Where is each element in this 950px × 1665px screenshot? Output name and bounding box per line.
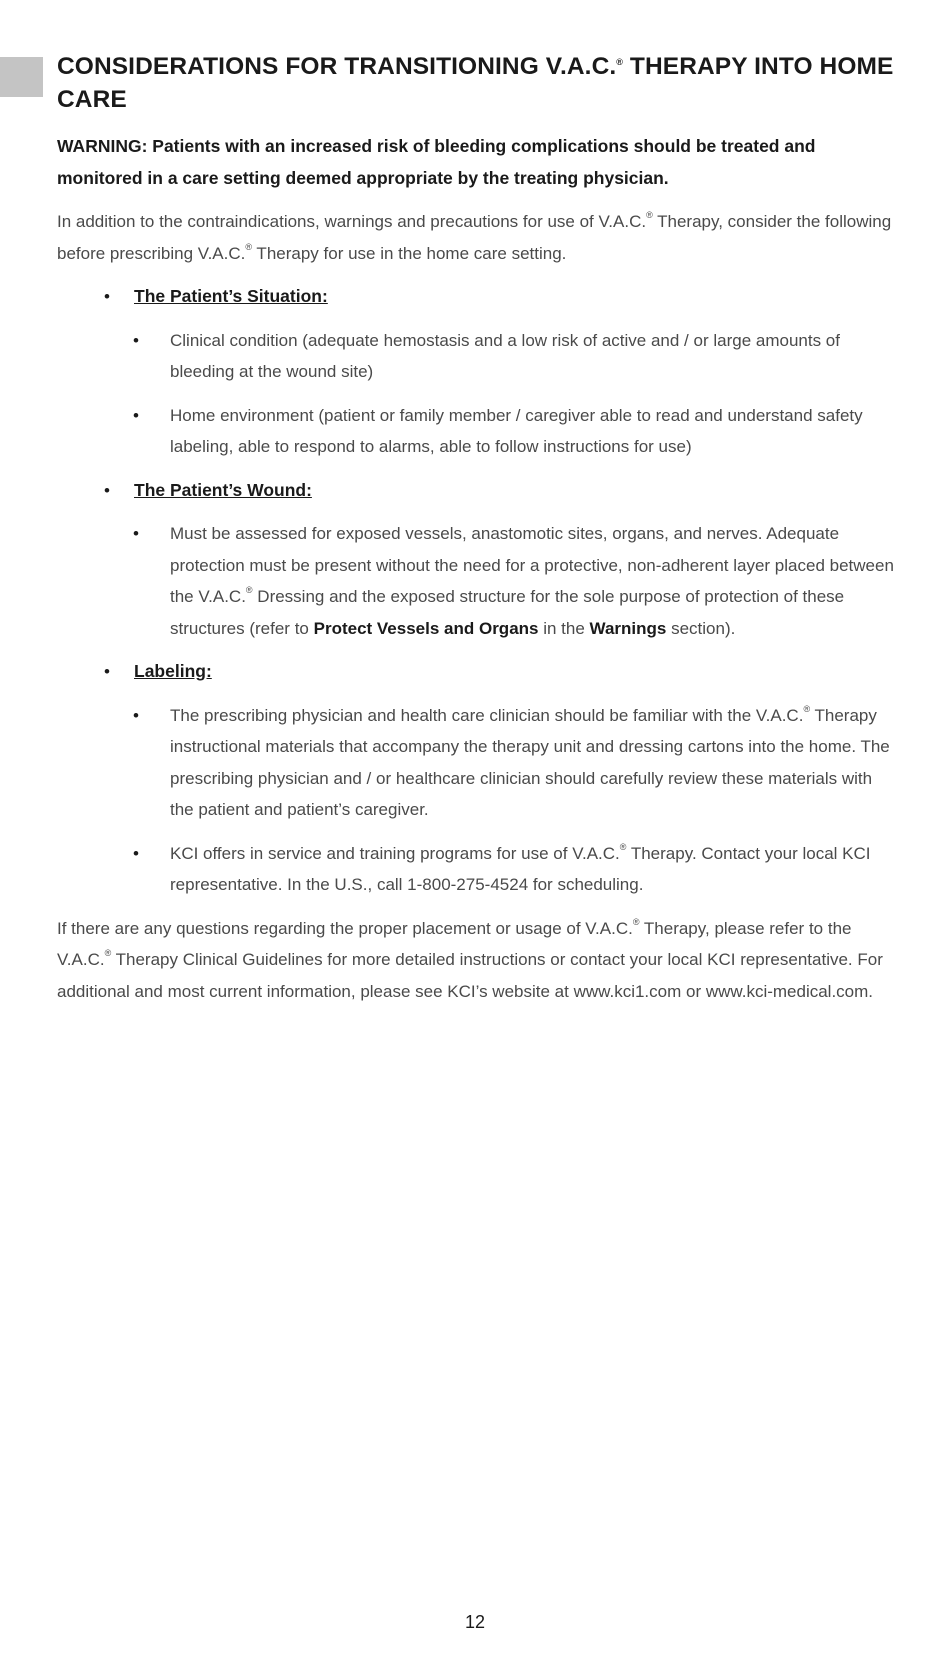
section-labeling — [57, 656, 895, 688]
list-item: • Must be assessed for exposed vessels, anastomotic sites, organs, and nerves. Adequate protection must be present without the need for a protective, non-adherent layer placed between the V.A.C.® Dressing and the exposed structure for the sole purpose of protection of these structures (refer to Protect Vessels and Organs in the Warnings section). — [57, 518, 895, 644]
bullet-icon: • — [104, 287, 110, 306]
reference-protect-vessels: Protect Vessels and Organs — [313, 618, 539, 638]
section-heading: The Patient’s Wound: — [134, 479, 312, 500]
bullet-icon: • — [133, 524, 139, 543]
list-item: • KCI offers in service and training programs for use of V.A.C.® Therapy. Contact your local KCI representative. In the U.S., call 1-800-275-4524 for scheduling. — [57, 838, 895, 901]
bleeding-warning: WARNING: Patients with an increased risk of bleeding complications should be treated and monitored in a care setting deemed appropriate by the treating physician. — [57, 136, 816, 188]
list-item: • Clinical condition (adequate hemostasis and a low risk of active and / or large amounts of bleeding at the wound site) — [57, 325, 895, 388]
reference-warnings: Warnings — [589, 618, 667, 638]
list-item: • The prescribing physician and health care clinician should be familiar with the V.A.C.® Therapy instructional materials that accompany the therapy unit and dressing cartons into the home. The prescribing physician and / or healthcare clinician should carefully review these materials with the patient and patient’s caregiver. — [57, 700, 895, 826]
section-patient-situation — [57, 281, 895, 313]
page-title: CONSIDERATIONS FOR TRANSITIONING V.A.C.® THERAPY INTO HOME CARE — [57, 53, 894, 113]
section-heading: Labeling: — [134, 661, 212, 681]
intro-paragraph: In addition to the contraindications, warnings and precautions for use of V.A.C.® Therapy, consider the following before prescribing V.A.C.® Therapy for use in the home care setting. — [57, 210, 892, 263]
bullet-icon: • — [104, 480, 110, 500]
section-tab-marker — [0, 57, 43, 97]
bullet-icon: • — [133, 405, 139, 425]
bullet-icon: • — [133, 705, 139, 725]
bullet-icon: • — [133, 330, 139, 350]
section-patient-wound — [57, 475, 895, 507]
page-number: 12 — [464, 1612, 486, 1632]
list-item: • Home environment (patient or family member / caregiver able to read and understand safety labeling, able to respond to alarms, able to follow instructions for use) — [57, 400, 895, 463]
closing-paragraph: If there are any questions regarding the proper placement or usage of V.A.C.® Therapy, please refer to the V.A.C.® Therapy Clinical Guidelines for more detailed instructions or contact your local KCI representative. For additional and most current information, please see KCI’s website at www.kci1.com or www.kci-medical.com. — [57, 916, 883, 1001]
bullet-icon: • — [133, 843, 139, 863]
bullet-icon: • — [104, 662, 110, 681]
section-heading: The Patient’s Situation: — [134, 286, 328, 306]
page-content — [57, 50, 895, 1007]
